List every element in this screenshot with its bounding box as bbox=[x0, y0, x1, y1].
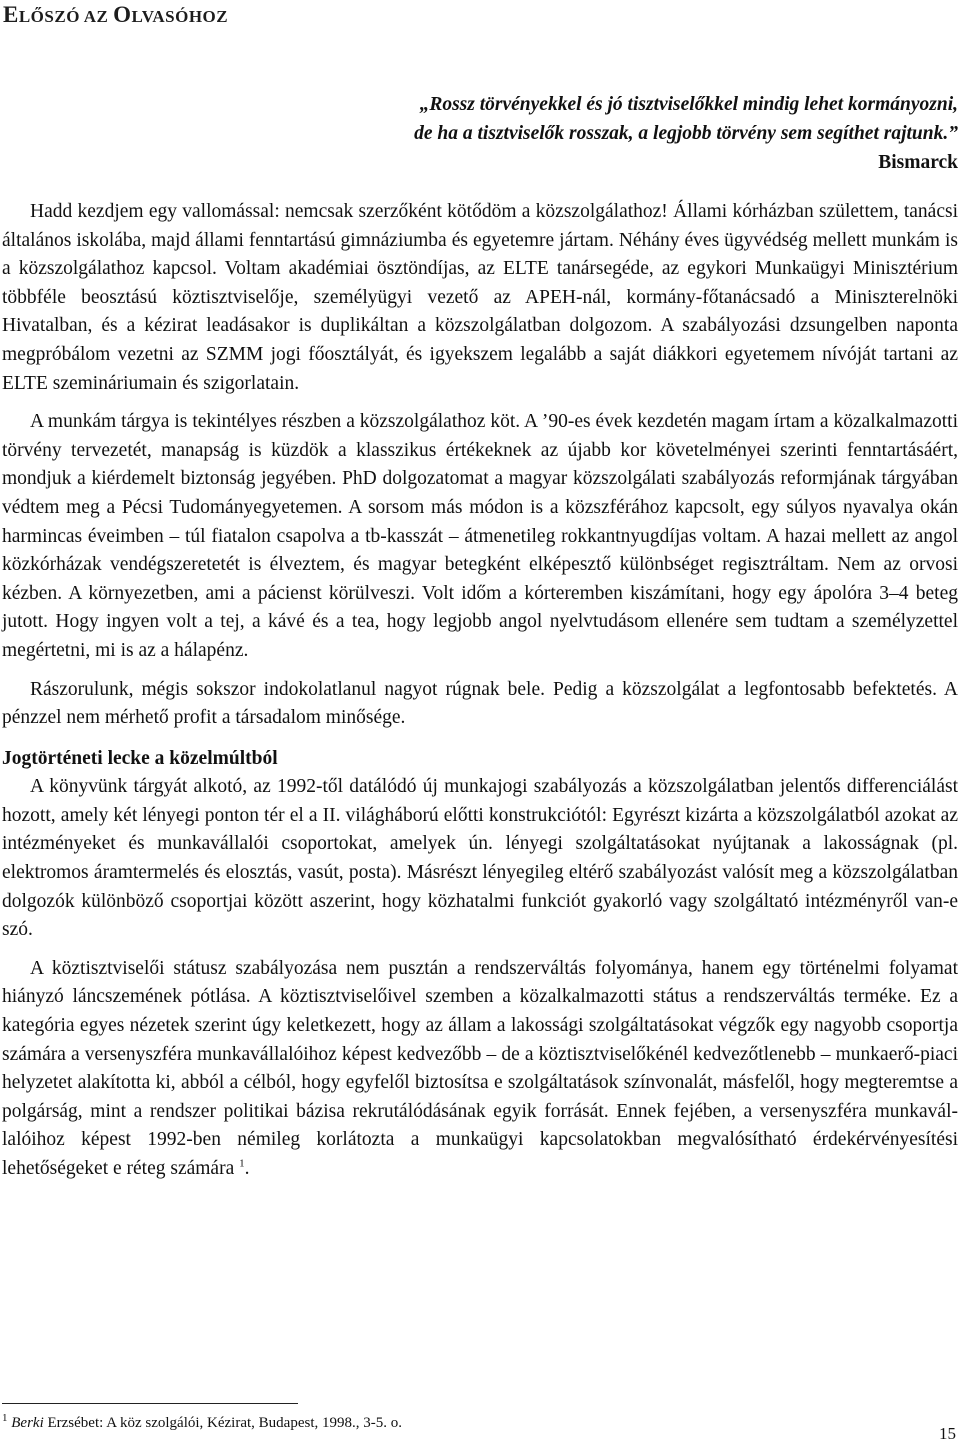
paragraph: A könyvünk tárgyát alkotó, az 1992-től datálódó új munkajogi szabályozás a közszolgálatban jelentős differenciálást hozott, amely két lényegi ponton tér el a II. világháború előtti konstrukciótól: Egyrészt kizárta a közszolgálatból azokat az intézményeket és munkavállalói csoportokat, amelyek ún. lényegi szolgáltatásokat nyújtanak a lakosságnak (pl. elektromos áramtermelés és elosztás, vasút, posta). Másrészt lényegileg eltérő szabályozást valósít meg a közszolgálatban dolgozók különböző csoportjai között aszerint, hogy közhatalmi funkciót gyakorló vagy szolgáltató intézményről van-e szó. bbox=[2, 776, 958, 941]
page-title bbox=[3, 2, 228, 28]
motto-author: Bismarck bbox=[878, 152, 958, 173]
title-smallcaps-2: LVASÓHOZ bbox=[131, 7, 229, 26]
footnote-author: Berki bbox=[11, 1415, 44, 1431]
page-number: 15 bbox=[939, 1424, 956, 1443]
body-text bbox=[2, 198, 958, 1184]
paragraph: Hadd kezdjem egy vallomással: nemcsak szerzőként kötődöm a közszolgálathoz! Állami kórházban születtem, tanácsi általános iskolába, majd állami fenntartású gimnáziumba és egyetemre jártam. Néhány éves ügyvédség mellett munkám is a közszolgálathoz kapcsol. Voltam akadémiai ösztöndíjas, az ELTE tanársegéde, az egykori Munkaügyi Minisztérium többféle beosztású köztisztviselője, személyügyi vezető az APEH-nál, kormány-főtanácsadó a Miniszterelnöki Hivatalban, és a kézirat leadásakor is duplikáltan a közszolgálatban dolgozom. A szabályozási dzsungelben naponta megpróbálom vezetni az SZMM jogi főosztályát, és igyekszem legalább a saját diákkori egyetemem nívóját tartani az ELTE szemináriumain és szigorlatain. bbox=[2, 201, 958, 394]
footnote-number: 1 bbox=[2, 1412, 8, 1424]
title-initial-2: O bbox=[113, 2, 132, 27]
footnote-divider bbox=[2, 1403, 298, 1404]
paragraph-end: . bbox=[244, 1158, 250, 1179]
paragraph bbox=[2, 955, 958, 1184]
paragraph: Rászorulunk, mégis sokszor indokolatlanul nagyot rúgnak bele. Pedig a közszolgálat a legfontosabb befektetés. A pénzzel nem mérhető profit a társadalom minősége. bbox=[2, 678, 958, 729]
title-smallcaps-1: LŐSZÓ AZ bbox=[18, 7, 114, 26]
paragraph: A munkám tárgya is tekintélyes részben a közszolgálathoz köt. A ’90-es évek kezdetén magam írtam a közalkalmazotti törvény tervezetét, manapság is küzdök a klasszikus értékeknek az újabb kor követelményei szerinti fenntartásáért, mondjuk a kiérdemelt biztonság jegyében. PhD dolgozatomat a magyar közszolgálati szabályozás reformjának tárgyában védtem meg a Pécsi Tudományegyetemen. A sorsom más módon is a közszférához kapcsolt, egy súlyos nyavalya okán harmincas éveimben – túl fiatalon csapolva a tb-kasszát – átmenetileg rokkantnyugdíjas voltam. A hazai mellett az angol közkórházak vendégszeretetét is élveztem, és magyar betegként elképesztő különbséget regisztráltam. Nem az orvosi kézben. A környezetben, ami a pácienst körülveszi. Volt időm a kórteremben kiszámítani, hogy egy ápolóra 3–4 beteg jutott. Hogy ingyen volt a tej, a kávé és a tea, hogy legjobb angol nyelvtudásom ellenére sem tudtam a személyzettel megértetni, mi is az a hálapénz. bbox=[2, 411, 958, 661]
footnote-text: Erzsébet: A köz szolgálói, Kézirat, Budapest, 1998., 3-5. o. bbox=[43, 1415, 402, 1431]
footnote-reference[interactable]: 1 bbox=[239, 1157, 245, 1170]
section-heading: Jogtörténeti lecke a közelmúltból bbox=[2, 747, 278, 769]
paragraph-text: A köztisztviselői státusz szabályozása nem pusztán a rendszerváltás folyománya, hanem egy történelmi folyamat hiányzó láncszemének pótlása. A köztisztviselőivel szemben a közalkalmazotti státus a rendszerváltás terméke. Ez a kategória egyes nézetek szerint úgy keletkezett, hogy az állam a lakossági szolgáltatásokat végzők egy nagyobb csoportja számára a versenyszféra munkavállalóihoz képest kedvezőbb – de a köztisztviselőkénél kedvezőtlenebb – munkaerő-piaci helyzetet alakította ki, abból a célból, hogy egyfelől biztosítsa e szolgáltatások színvonalát, másfelől, hogy megteremtse a polgárság, mint a rendszer politikai bázisa rekrutálódásának egyik forrását. Ennek fejében, a versenyszféra munkavállalóihoz képest 1992-ben némileg korlátozta a munkaügyi kapcsolatokban megvalósítható érdekérvényesítési lehetőségeket e réteg számára bbox=[2, 957, 958, 1179]
footnote bbox=[2, 1413, 402, 1433]
motto-line-1: „Rossz törvényekkel és jó tisztviselőkkel mindig lehet kormányozni, bbox=[419, 94, 958, 115]
motto-line-2: de ha a tisztviselők rosszak, a legjobb törvény sem segíthet rajtunk.” bbox=[414, 123, 958, 144]
motto-quote bbox=[414, 90, 958, 177]
title-initial-1: E bbox=[3, 2, 19, 27]
